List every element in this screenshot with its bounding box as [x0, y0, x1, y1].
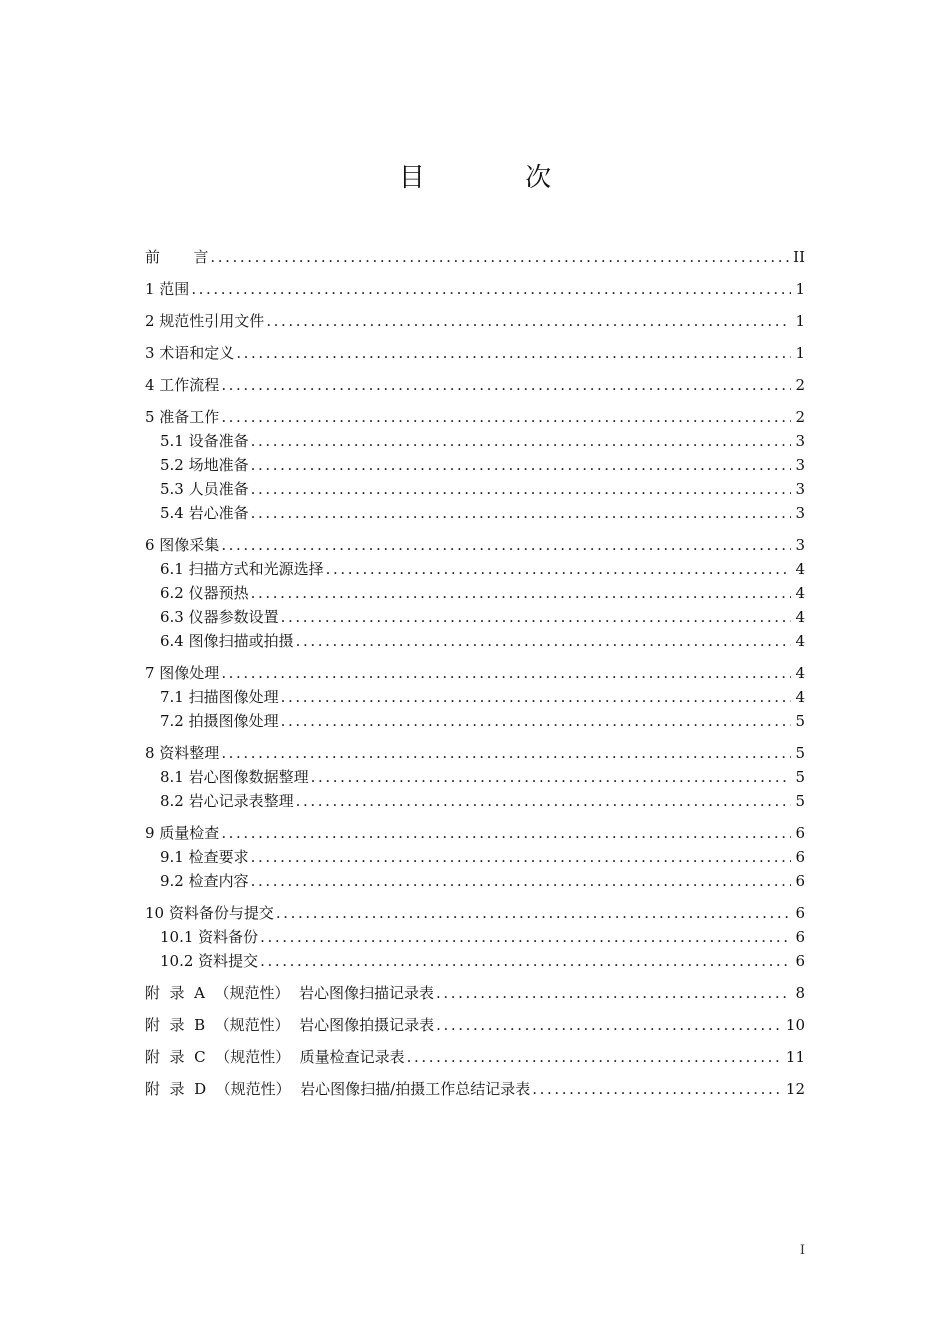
- toc-entry-label: 8.2 岩心记录表整理: [160, 792, 294, 810]
- toc-subentry[interactable]: [145, 606, 805, 628]
- toc-entry[interactable]: [145, 246, 805, 268]
- toc-entry-label: 9.2 检查内容: [160, 872, 249, 890]
- toc-leader-dots: [532, 1078, 782, 1100]
- toc-entry-page: 5: [795, 712, 805, 730]
- toc-subentry[interactable]: [145, 582, 805, 604]
- toc-leader-dots: [281, 606, 792, 628]
- toc-entry-label: 5 准备工作: [145, 408, 220, 426]
- toc-entry-page: 8: [795, 984, 805, 1002]
- toc-entry-label: 前 言: [145, 248, 209, 266]
- toc-entry-page: 4: [795, 608, 805, 626]
- toc-subentry[interactable]: [145, 686, 805, 708]
- toc-entry[interactable]: [145, 742, 805, 764]
- toc-entry-page: 3: [795, 504, 805, 522]
- toc-entry-label: 10.2 资料提交: [160, 952, 259, 970]
- toc-leader-dots: [266, 310, 791, 332]
- toc-entry[interactable]: [145, 662, 805, 684]
- toc-entry[interactable]: [145, 534, 805, 556]
- toc-leader-dots: [436, 1014, 782, 1036]
- toc-entry-page: 1: [795, 312, 805, 330]
- toc-entry-label: 6.1 扫描方式和光源选择: [160, 560, 324, 578]
- toc-leader-dots: [260, 926, 791, 948]
- toc-leader-dots: [251, 430, 792, 452]
- toc-entry-label: 5.4 岩心准备: [160, 504, 249, 522]
- toc-entry-page: 2: [795, 408, 805, 426]
- toc-leader-dots: [281, 710, 792, 732]
- toc-entry[interactable]: [145, 822, 805, 844]
- toc-entry-label: 4 工作流程: [145, 376, 220, 394]
- toc-entry-label: 5.1 设备准备: [160, 432, 249, 450]
- toc-entry-label: 3 术语和定义: [145, 344, 235, 362]
- toc-entry-page: 4: [795, 584, 805, 602]
- toc-entry[interactable]: [145, 342, 805, 364]
- toc-leader-dots: [407, 1046, 782, 1068]
- toc-entry-page: 1: [795, 344, 805, 362]
- toc-subentry[interactable]: [145, 926, 805, 948]
- toc-appendix-entry[interactable]: [145, 1046, 805, 1068]
- toc-entry-page: 2: [795, 376, 805, 394]
- table-of-contents: [145, 246, 805, 1100]
- toc-entry-page: 6: [795, 848, 805, 866]
- toc-entry-label: 附 录 B （规范性） 岩心图像拍摄记录表: [145, 1016, 435, 1034]
- toc-leader-dots: [251, 582, 792, 604]
- toc-entry-page: 6: [795, 872, 805, 890]
- toc-leader-dots: [251, 454, 792, 476]
- toc-entry-label: 2 规范性引用文件: [145, 312, 265, 330]
- toc-entry-page: 6: [795, 928, 805, 946]
- toc-subentry[interactable]: [145, 558, 805, 580]
- toc-entry-page: 4: [795, 664, 805, 682]
- toc-leader-dots: [210, 246, 789, 268]
- toc-entry-label: 附 录 A （规范性） 岩心图像扫描记录表: [145, 984, 434, 1002]
- toc-entry-page: 5: [795, 792, 805, 810]
- toc-entry-page: 6: [795, 952, 805, 970]
- toc-entry-page: 4: [795, 632, 805, 650]
- toc-entry[interactable]: [145, 406, 805, 428]
- toc-leader-dots: [276, 902, 792, 924]
- toc-subentry[interactable]: [145, 950, 805, 972]
- toc-leader-dots: [236, 342, 791, 364]
- toc-leader-dots: [281, 686, 792, 708]
- toc-subentry[interactable]: [145, 454, 805, 476]
- toc-entry-label: 5.2 场地准备: [160, 456, 249, 474]
- toc-subentry[interactable]: [145, 502, 805, 524]
- toc-leader-dots: [221, 534, 791, 556]
- toc-entry-page: 12: [785, 1080, 805, 1098]
- toc-leader-dots: [251, 478, 792, 500]
- toc-entry-label: 9.1 检查要求: [160, 848, 249, 866]
- toc-entry-page: 6: [795, 824, 805, 842]
- page-number: I: [799, 1243, 805, 1258]
- toc-leader-dots: [221, 662, 791, 684]
- toc-subentry[interactable]: [145, 630, 805, 652]
- toc-entry-page: 6: [795, 904, 805, 922]
- toc-subentry[interactable]: [145, 846, 805, 868]
- toc-leader-dots: [251, 502, 792, 524]
- toc-subentry[interactable]: [145, 790, 805, 812]
- toc-entry-label: 10.1 资料备份: [160, 928, 259, 946]
- toc-entry[interactable]: [145, 374, 805, 396]
- toc-entry-label: 6.3 仪器参数设置: [160, 608, 279, 626]
- toc-leader-dots: [326, 558, 792, 580]
- toc-entry-label: 7.2 拍摄图像处理: [160, 712, 279, 730]
- toc-entry-page: 3: [795, 536, 805, 554]
- toc-appendix-entry[interactable]: [145, 982, 805, 1004]
- toc-entry-page: 4: [795, 688, 805, 706]
- toc-entry[interactable]: [145, 902, 805, 924]
- toc-leader-dots: [221, 374, 791, 396]
- toc-entry[interactable]: [145, 310, 805, 332]
- toc-entry-label: 附 录 C （规范性） 质量检查记录表: [145, 1048, 405, 1066]
- toc-entry-label: 5.3 人员准备: [160, 480, 249, 498]
- toc-leader-dots: [191, 278, 791, 300]
- toc-entry-label: 1 范围: [145, 280, 190, 298]
- toc-entry-page: 3: [795, 432, 805, 450]
- toc-entry-label: 6.4 图像扫描或拍摄: [160, 632, 294, 650]
- toc-leader-dots: [260, 950, 791, 972]
- toc-leader-dots: [221, 742, 791, 764]
- toc-entry-page: 11: [785, 1048, 805, 1066]
- toc-entry-page: 10: [785, 1016, 805, 1034]
- toc-entry-label: 8 资料整理: [145, 744, 220, 762]
- toc-leader-dots: [221, 822, 791, 844]
- toc-entry-page: 3: [795, 456, 805, 474]
- toc-entry-label: 附 录 D （规范性） 岩心图像扫描/拍摄工作总结记录表: [145, 1080, 531, 1098]
- toc-leader-dots: [296, 790, 792, 812]
- toc-subentry[interactable]: [145, 710, 805, 732]
- toc-leader-dots: [311, 766, 792, 788]
- toc-leader-dots: [296, 630, 792, 652]
- toc-entry-page: 5: [795, 768, 805, 786]
- toc-leader-dots: [251, 846, 792, 868]
- toc-entry-page: 4: [795, 560, 805, 578]
- toc-appendix-entry[interactable]: [145, 1078, 805, 1100]
- toc-entry-label: 7.1 扫描图像处理: [160, 688, 279, 706]
- toc-entry-page: 3: [795, 480, 805, 498]
- toc-subentry[interactable]: [145, 766, 805, 788]
- page-title: 目 次: [398, 163, 598, 193]
- toc-leader-dots: [251, 870, 792, 892]
- toc-leader-dots: [221, 406, 791, 428]
- toc-entry-label: 6.2 仪器预热: [160, 584, 249, 602]
- toc-entry-label: 6 图像采集: [145, 536, 220, 554]
- toc-entry-label: 7 图像处理: [145, 664, 220, 682]
- toc-entry-page: 1: [795, 280, 805, 298]
- toc-entry-label: 10 资料备份与提交: [145, 904, 274, 922]
- toc-entry-label: 8.1 岩心图像数据整理: [160, 768, 309, 786]
- toc-leader-dots: [436, 982, 791, 1004]
- toc-subentry[interactable]: [145, 430, 805, 452]
- toc-entry[interactable]: [145, 278, 805, 300]
- toc-subentry[interactable]: [145, 478, 805, 500]
- toc-entry-page: 5: [795, 744, 805, 762]
- toc-entry-label: 9 质量检查: [145, 824, 220, 842]
- toc-appendix-entry[interactable]: [145, 1014, 805, 1036]
- toc-entry-page: II: [793, 248, 805, 266]
- toc-subentry[interactable]: [145, 870, 805, 892]
